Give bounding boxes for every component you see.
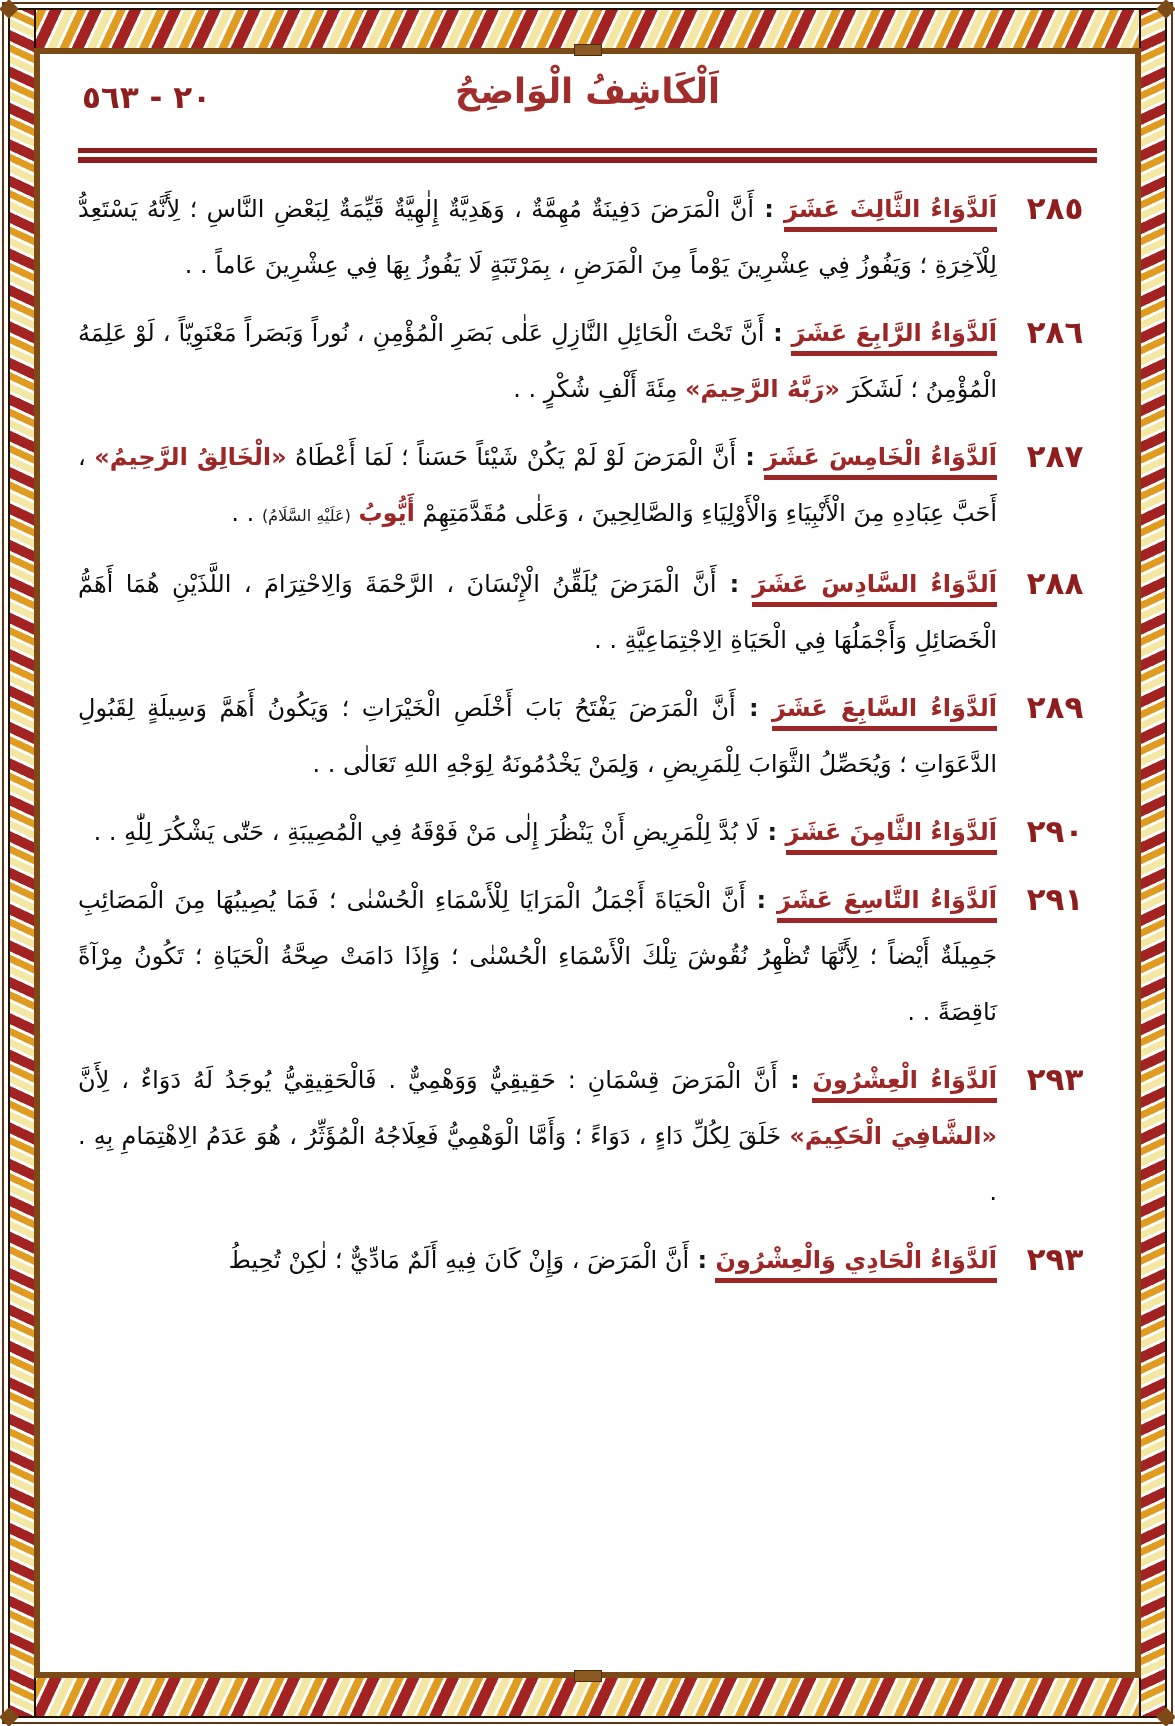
- item-body: [78, 305, 997, 417]
- item-body: [78, 429, 997, 544]
- heading-colon: :: [735, 694, 772, 722]
- body-text-run: أَنَّ الْحَيَاةَ أَجْمَلُ الْمَرَايَا لِلْأَسْمَاءِ الْحُسْنٰى ؛ فَمَا يُصِيبُهَا مِنَ الْمَصَائِبِ جَمِيلَةٌ أَيْضاً ؛ لِأَنَّهَا تُظْهِرُ نُقُوشَ تِلْكَ الْأَسْمَاءِ الْحُسْنٰى ؛ وَإِذَا دَامَتْ صِحَّةُ الْحَيَاةِ ؛ تَكُونُ مِرْآةً نَاقِصَةً . .: [78, 886, 997, 1026]
- item-heading: اَلدَّوَاءُ الرَّابِعَ عَشَرَ: [791, 319, 997, 356]
- border-band-left: [8, 8, 36, 1718]
- item-number: ٢٨٦: [1026, 315, 1084, 351]
- item-body: [78, 1232, 997, 1288]
- body-text-run: . .: [231, 499, 262, 527]
- item-number: ٢٨٩: [1026, 690, 1084, 726]
- heading-colon: :: [736, 443, 765, 471]
- body-text-run: أَنَّ الْمَرَضَ لَوْ لَمْ يَكُنْ شَيْئاً حَسَناً ؛ لَمَا أَعْطَاهُ: [286, 443, 737, 471]
- page-header: [78, 62, 1097, 138]
- heading-colon: :: [754, 195, 784, 223]
- item-heading: اَلدَّوَاءُ السَّادِسَ عَشَرَ: [752, 570, 997, 607]
- item-body: [78, 556, 997, 668]
- divine-name-phrase: أَيُّوبُ: [358, 499, 415, 527]
- body-text-run: أَنَّ الْمَرَضَ يَفْتَحُ بَابَ أَخْلَصِ الْخَيْرَاتِ ؛ وَيَكُونُ أَهَمَّ وَسِيلَةٍ لِقَبُولِ الدَّعَوَاتِ ؛ وَيُحَصِّلُ الثَّوَابَ لِلْمَرِيضِ ، وَلِمَنْ يَخْدُمُونَهُ لِوَجْهِ اللهِ تَعَالٰى . .: [78, 694, 997, 778]
- divine-name-phrase: «الْخَالِقُ الرَّحِيمُ»: [94, 443, 287, 471]
- item-heading: اَلدَّوَاءُ الْخَامِسَ عَشَرَ: [764, 443, 997, 480]
- item-number: ٢٨٥: [1026, 191, 1084, 227]
- remedy-item: [78, 556, 1097, 668]
- body-text-run: أَنَّ الْمَرَضَ ، وَإِنْ كَانَ فِيهِ أَلَمٌ مَادِّيٌّ ؛ لٰكِنْ تُحِيطُ: [228, 1246, 690, 1274]
- body-text-run: خَلَقَ لِكُلِّ دَاءٍ ، دَوَاءً ؛ وَأَمَّا الْوَهْمِيُّ فَعِلَاجُهُ الْمُؤَثِّرُ ، هُوَ عَدَمُ الِاهْتِمَامِ بِهِ . .: [78, 1122, 997, 1206]
- border-center-ornament-top: [574, 44, 602, 56]
- heading-colon: :: [745, 886, 778, 914]
- remedy-item: [78, 872, 1097, 1040]
- border-band-bottom: [8, 1676, 1167, 1718]
- border-band-right: [1139, 8, 1167, 1718]
- item-number: ٢٩٣: [1026, 1062, 1084, 1098]
- item-body: [78, 1052, 997, 1220]
- item-number: ٢٩١: [1026, 882, 1084, 918]
- heading-colon: :: [716, 570, 753, 598]
- item-heading: اَلدَّوَاءُ السَّابِعَ عَشَرَ: [772, 694, 997, 731]
- item-heading: اَلدَّوَاءُ التَّاسِعَ عَشَرَ: [777, 886, 997, 923]
- item-body: [78, 680, 997, 792]
- item-heading: اَلدَّوَاءُ الْعِشْرُونَ: [812, 1066, 997, 1103]
- body-text-run: أَنَّ الْمَرَضَ قِسْمَانِ : حَقِيقِيٌّ وَوَهْمِيٌّ . فَالْحَقِيقِيُّ يُوجَدُ لَهُ دَوَاءٌ ، لِأَنَّ: [78, 1066, 778, 1094]
- page-content: [54, 58, 1121, 1670]
- item-heading: اَلدَّوَاءُ الْحَادِي وَالْعِشْرُونَ: [715, 1246, 997, 1283]
- remedy-list: [78, 181, 1097, 1288]
- body-text-run: مِئَةَ أَلْفِ شُكْرٍ . .: [513, 375, 686, 403]
- divine-name-phrase: «رَبَّهُ الرَّحِيمَ»: [685, 375, 840, 403]
- header-divider-rule: [78, 148, 1097, 163]
- remedy-item: [78, 429, 1097, 544]
- body-text-run: أَنَّ الْمَرَضَ دَفِينَةٌ مُهِمَّةٌ ، وَهَدِيَّةٌ إِلٰهِيَّةٌ قَيِّمَةٌ لِبَعْضِ النَّاسِ ؛ لِأَنَّهُ يَسْتَعِدُّ لِلْآخِرَةِ ؛ وَيَفُوزُ فِي عِشْرِينَ يَوْماً مِنَ الْمَرَضِ ، بِمَرْتَبَةٍ لَا يَفُوزُ بِهَا فِي عِشْرِينَ عَاماً . .: [78, 195, 997, 279]
- body-text-run: أَنَّ الْمَرَضَ يُلَقِّنُ الْإِنْسَانَ ، الرَّحْمَةَ وَالِاحْتِرَامَ ، اللَّذَيْنِ هُمَا أَهَمُّ الْخَصَائِلِ وَأَجْمَلُهَا فِي الْحَيَاةِ الِاجْتِمَاعِيَّةِ . .: [78, 570, 997, 654]
- item-body: [78, 181, 997, 293]
- item-number: ٢٩٠: [1026, 814, 1084, 850]
- heading-colon: :: [777, 1066, 813, 1094]
- item-body: [78, 872, 997, 1040]
- body-text-run: ، أَحَبَّ عِبَادِهِ مِنَ الْأَنْبِيَاءِ وَالْأَوْلِيَاءِ وَالصَّالِحِينَ ، وَعَلٰى مُقَدَّمَتِهِمْ: [78, 443, 997, 527]
- border-center-ornament-bottom: [574, 1670, 602, 1682]
- honorific-seal: (عَلَيْهِ السَّلَامُ): [261, 506, 351, 525]
- item-heading: اَلدَّوَاءُ الثَّالِثَ عَشَرَ: [784, 195, 997, 232]
- item-heading: اَلدَّوَاءُ الثَّامِنَ عَشَرَ: [786, 818, 997, 855]
- item-number: ٢٨٧: [1026, 439, 1084, 475]
- body-text-run: أَنَّ تَحْتَ الْحَائِلِ النَّازِلِ عَلٰى بَصَرِ الْمُؤْمِنِ ، نُوراً وَبَصَراً مَعْنَوِيّاً ، لَوْ عَلِمَهُ الْمُؤْمِنُ ؛ لَشَكَرَ: [78, 319, 997, 403]
- remedy-item: [78, 305, 1097, 417]
- remedy-item: [78, 1052, 1097, 1220]
- body-text-run: لَا بُدَّ لِلْمَرِيضِ أَنْ يَنْظُرَ إِلٰى مَنْ فَوْقَهُ فِي الْمُصِيبَةِ ، حَتّٰى يَشْكُرَ لِلّٰهِ . .: [93, 818, 760, 846]
- page-number-label: ٢٠ - ٥٦٣: [82, 80, 212, 116]
- heading-colon: :: [689, 1246, 716, 1274]
- remedy-item: [78, 804, 1097, 860]
- remedy-item: [78, 1232, 1097, 1288]
- page-title: اَلْكَاشِفُ الْوَاضِحُ: [454, 72, 721, 112]
- remedy-item: [78, 680, 1097, 792]
- item-number: ٢٩٣: [1026, 1242, 1084, 1278]
- item-body: [78, 804, 997, 860]
- divine-name-phrase: «الشَّافِيَ الْحَكِيمَ»: [789, 1122, 998, 1150]
- heading-colon: :: [764, 319, 792, 347]
- heading-colon: :: [759, 818, 786, 846]
- item-number: ٢٨٨: [1026, 566, 1084, 602]
- remedy-item: [78, 181, 1097, 293]
